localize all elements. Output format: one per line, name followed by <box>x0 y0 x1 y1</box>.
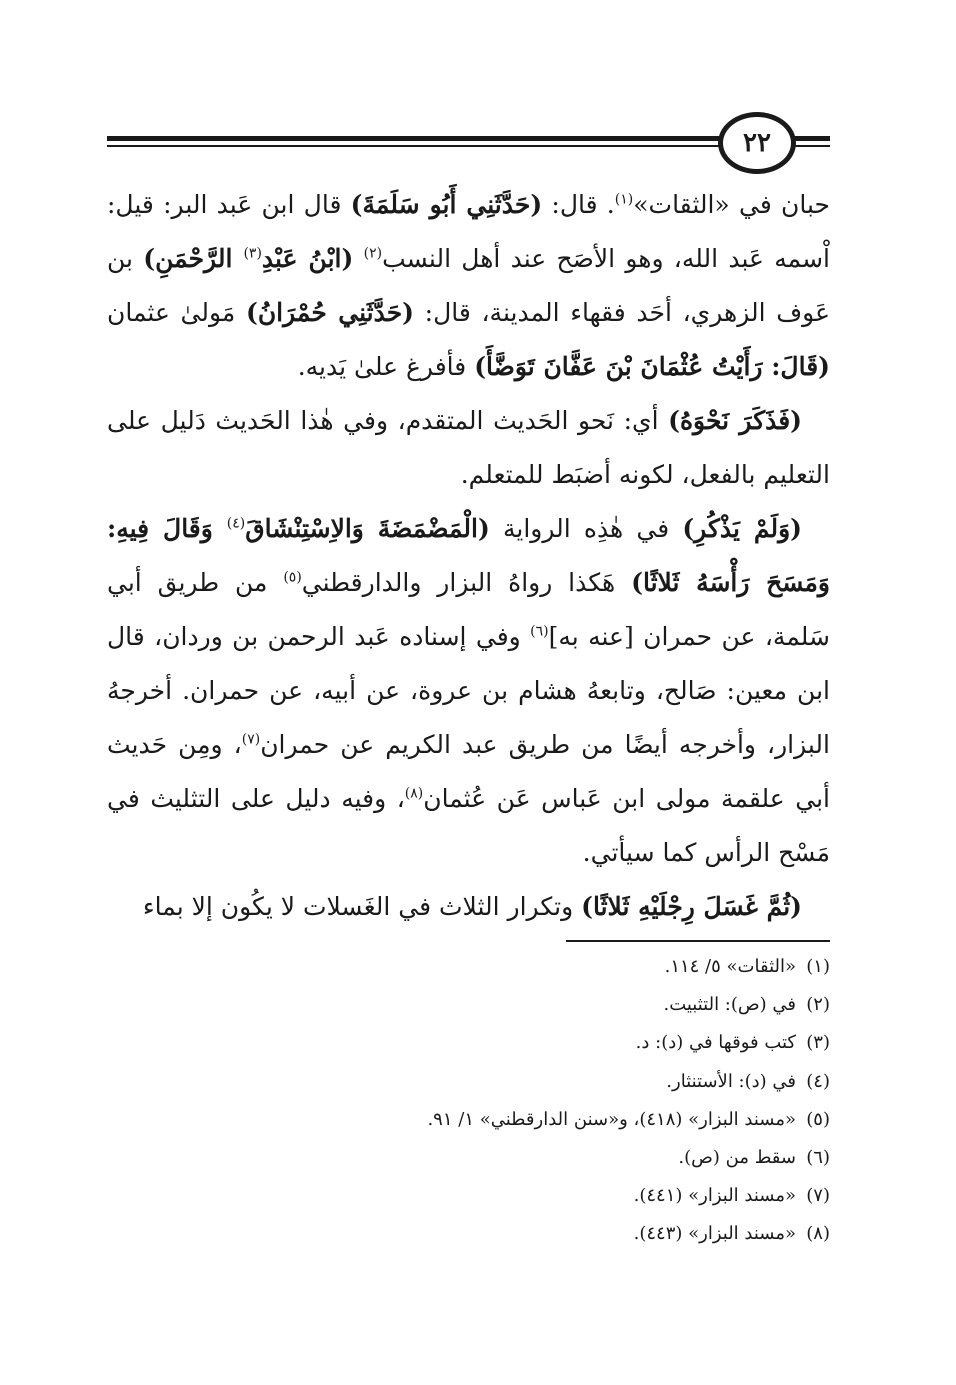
hadith-quote: (حَدَّثَنِي حُمْرَانُ) <box>245 298 414 327</box>
footnotes <box>107 948 830 1254</box>
text-run: ، ومِن حَديث أبي علقمة مولى ابن عَباس عَن عُثمان <box>107 730 830 813</box>
footnote-number: (٤) <box>806 1070 830 1092</box>
text-run: قال ابن عَبد البر: قيل: اْسمه عَبد الله، وهو الأصَح عند أهل النسب <box>107 190 831 273</box>
footnote-number: (١) <box>806 956 830 977</box>
text-run: أي: نَحو الحَديث المتقدم، وفي هٰذا الحَديث دَليل على التعليم بالفعل، لكونه أضبَط للمتعلم. <box>107 406 830 489</box>
footnote-item <box>107 948 830 986</box>
footnote-number: (٦) <box>806 1147 830 1169</box>
text-run: . قال: <box>542 190 615 219</box>
text-run: من طريق أبي سَلمة، عن حمران [عنه به] <box>107 568 831 651</box>
text-run: وتكرار الثلاث في الغَسلات لا يكُون إلا بماء <box>142 892 582 921</box>
text-run: فأفرغ علىٰ يَديه. <box>297 352 475 381</box>
hadith-quote: الرَّحْمَنِ) <box>143 244 244 273</box>
text-run: هَكذا رواهُ البزار والدارقطني <box>301 568 632 597</box>
footnote-text: في (د): الأستنثار. <box>666 1070 796 1092</box>
footnote-ref: (٥) <box>283 569 302 586</box>
text-run: في هٰذِه الرواية <box>489 514 683 543</box>
footnote-ref: (٦) <box>530 623 549 640</box>
footnote-separator <box>566 940 830 942</box>
footnote-text: في (ص): التثبيت. <box>663 994 796 1016</box>
hadith-quote: (حَدَّثَنِي أَبُو سَلَمَةَ) <box>350 190 543 219</box>
hadith-quote: وَقَالَ فِيهِ: وَمَسَحَ رَأْسَهُ ثَلاثًا) <box>107 514 830 597</box>
text-run <box>353 244 363 273</box>
footnote-number: (٧) <box>806 1185 830 1207</box>
footnote-ref: (٣) <box>243 245 262 262</box>
footnote-ref: (٧) <box>241 731 261 748</box>
footnote-ref: (٢) <box>363 245 383 262</box>
footnote-item <box>107 1063 830 1101</box>
footnote-number: (٨) <box>806 1223 830 1245</box>
footnote-item <box>107 1215 830 1253</box>
footnote-number: (٢) <box>806 994 830 1016</box>
footnote-ref: (٤) <box>226 515 246 532</box>
footnote-item <box>107 986 830 1024</box>
footnote-item <box>107 1177 830 1215</box>
hadith-quote: (وَلَمْ يَذْكُرِ) <box>682 514 802 543</box>
footnote-item <box>107 1139 830 1177</box>
paragraph <box>107 502 830 880</box>
paragraph <box>107 880 830 934</box>
text-run: حبان في «الثقات» <box>633 190 830 219</box>
footnote-text: سقط من (ص). <box>678 1147 796 1169</box>
hadith-quote: (ابْنُ عَبْدِ <box>261 244 354 273</box>
footnote-text: كتب فوقها في (د): د. <box>635 1032 796 1054</box>
main-text <box>107 178 830 934</box>
hadith-quote: (فَذَكَرَ نَحْوَهُ) <box>668 406 803 435</box>
footnote-number: (٣) <box>806 1032 830 1054</box>
footnote-item <box>107 1024 830 1062</box>
hadith-quote: (قَالَ: رَأَيْتُ عُثْمَانَ بْنَ عَفَّانَ تَوَضَّأَ) <box>474 352 830 381</box>
text-run: وفي إسناده عَبد الرحمن بن وردان، قال ابن معين: صَالح، وتابعهُ هشام بن عروة، عن أبيه، عن حمران. أخرجهُ البزار، وأخرجه أيضًا من طريق عبد الكريم عن حمران <box>107 622 830 759</box>
text-run: مَولىٰ عثمان <box>107 298 246 327</box>
footnote-text: «مسند البزار» (٤٤٣). <box>633 1223 796 1245</box>
hadith-quote: (ثُمَّ غَسَلَ رِجْلَيْهِ ثَلاثًا) <box>581 892 802 921</box>
text-run: بن عَوف الزهري، أحَد فقهاء المدينة، قال: <box>107 244 830 327</box>
text-run: ، وفيه دليل على التثليث في مَسْح الرأس كما سيأتي. <box>107 784 830 867</box>
header-rule-tail-thin <box>790 145 830 147</box>
hadith-quote: (الْمَضْمَضَةَ وَالاِسْتِنْشَاقَ <box>245 514 490 543</box>
footnote-number: (٥) <box>806 1108 830 1130</box>
footnote-ref: (٨) <box>404 785 424 802</box>
page-number-badge <box>718 112 796 174</box>
paragraph <box>107 178 830 394</box>
header-rule-tail-thick <box>790 136 830 141</box>
footnote-text: «مسند البزار» (٤١٨)، و«سنن الدارقطني» ١/ ٩١. <box>427 1108 796 1130</box>
footnote-ref: (١) <box>614 191 634 208</box>
footnote-item <box>107 1101 830 1139</box>
footnote-text: «الثقات» ٥/ ١١٤. <box>664 956 796 977</box>
paragraph <box>107 394 830 502</box>
footnote-text: «مسند البزار» (٤٤١). <box>633 1185 796 1207</box>
page-number: ٢٢ <box>743 128 771 158</box>
